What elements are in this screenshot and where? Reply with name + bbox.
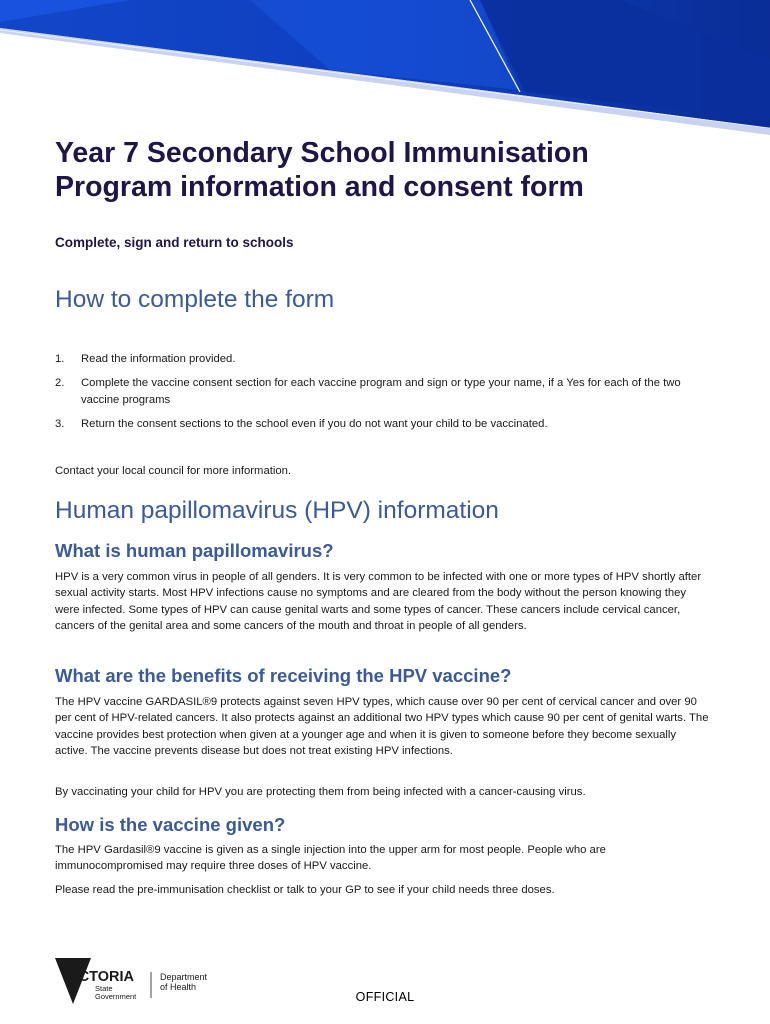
dept-line-1: Department [160,972,208,982]
list-text: Read the information provided. [81,353,236,365]
title-line-2: Program information and consent form [55,171,584,203]
list-item [55,416,715,432]
hpv-heading: Human papillomavirus (HPV) information [55,497,499,524]
vaccine-given-text-2: Please read the pre-immunisation checklist or talk to your GP to see if your child needs three doses. [55,884,555,896]
header-banner [0,0,770,135]
benefits-heading: What are the benefits of receiving the HPV vaccine? [55,665,512,686]
classification-label: OFFICIAL [355,990,415,1004]
list-number: 2. [55,377,65,390]
list-number: 3. [55,418,65,431]
what-is-hpv-text: HPV is a very common virus in people of all genders. It is very common to be infected with one or more types of HPV shortly after sexual activity starts. Most HPV infections cause no symptoms and are cleared from the body without the person knowing they were infected. Some types of HPV can cause genital warts and some types of cancer. These cancers include cervical cancer, cancers of the genital area and some cancers of the mouth and throat in people of all genders. [55,571,702,633]
contact-text: Contact your local council for more information. [55,465,292,477]
how-to-heading: How to complete the form [55,286,335,313]
title-line-1: Year 7 Secondary School Immunisation [55,137,589,169]
page-title [55,136,715,204]
logo-sub-1: State [95,984,113,993]
vaccine-given-text: The HPV Gardasil®9 vaccine is given as a single injection into the upper arm for most people. People who are immunocompromised may require three doses of HPV vaccine. [55,844,606,873]
benefits-text-2: By vaccinating your child for HPV you are protecting them from being infected with a cancer-causing virus. [55,786,586,798]
logo-word: VICTORIA [65,969,135,985]
logo-sub-2: Government [95,992,137,1001]
list-item [55,351,715,367]
dept-line-2: of Health [160,982,197,992]
subtitle: Complete, sign and return to schools [55,235,294,250]
benefits-text: The HPV vaccine GARDASIL®9 protects against seven HPV types, which cause over 90 per cent of cervical cancer and over 90 per cent of HPV-related cancers. It also protects against an additional two HPV types which cause 90 per cent of genital warts. The vaccine provides best protection when given at a younger age and when it is given to someone before they become sexually active. The vaccine prevents disease but does not treat existing HPV infections. [55,696,709,758]
list-text: Complete the vaccine consent section for each vaccine program and sign or type your name, if a Yes for each of the two vaccine programs [81,377,681,406]
list-text: Return the consent sections to the school even if you do not want your child to be vaccinated. [81,418,548,431]
vaccine-given-heading: How is the vaccine given? [55,814,286,835]
list-item [55,375,715,408]
list-number: 1. [55,353,65,365]
what-is-hpv-heading: What is human papillomavirus? [55,540,334,561]
instruction-list [55,351,715,441]
